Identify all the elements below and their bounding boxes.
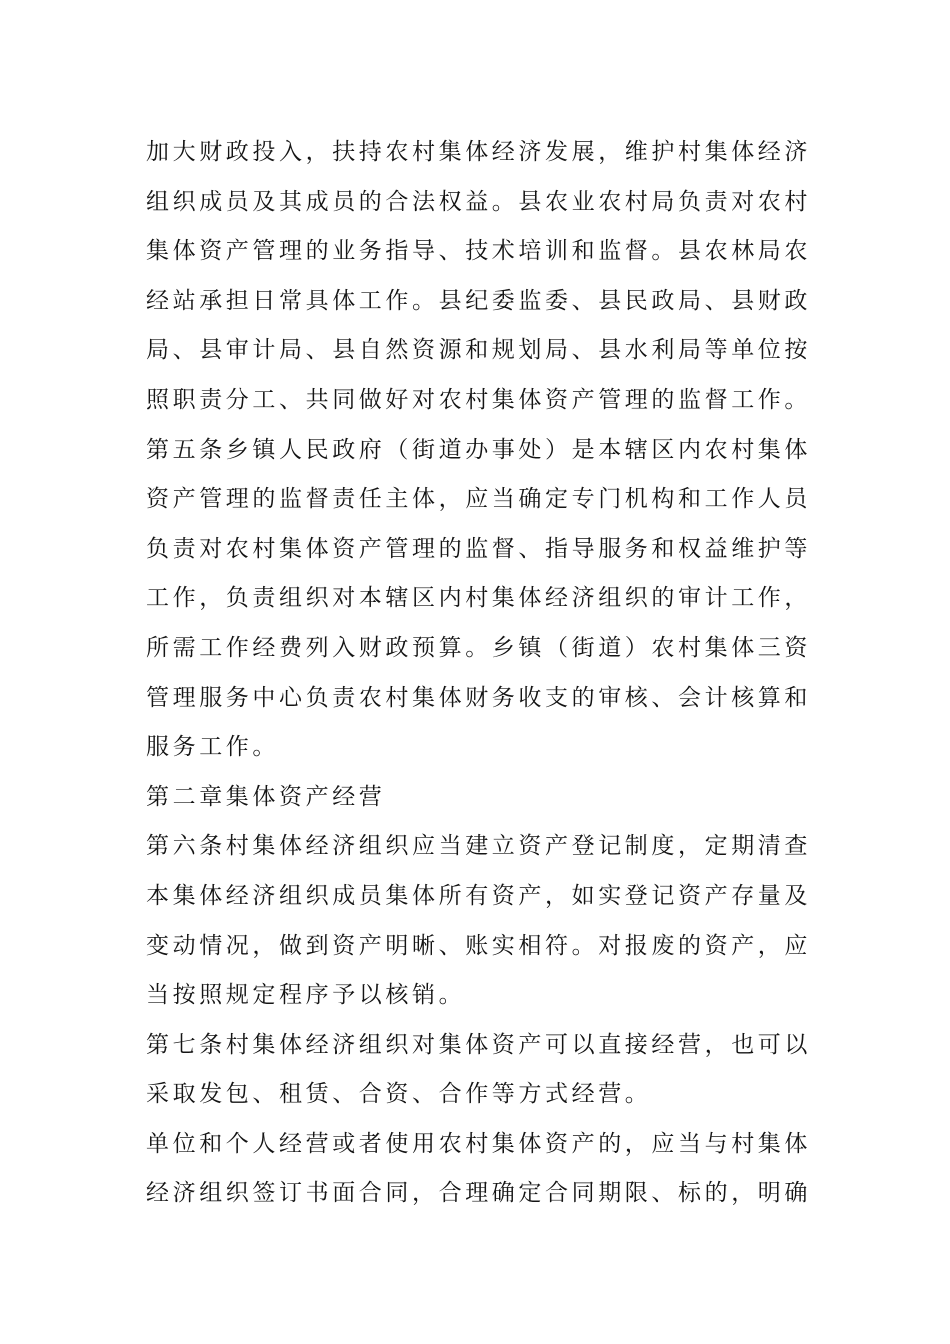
text-line: 经站承担日常具体工作。县纪委监委、县民政局、县财政 bbox=[146, 287, 811, 314]
article-6-paragraph bbox=[146, 822, 811, 1020]
text-line: 第六条村集体经济组织应当建立资产登记制度，定期清查 bbox=[146, 833, 811, 860]
text-line: 本集体经济组织成员集体所有资产，如实登记资产存量及 bbox=[146, 882, 811, 909]
text-line: 资产管理的监督责任主体，应当确定专门机构和工作人员 bbox=[146, 486, 811, 513]
text-line: 局、县审计局、县自然资源和规划局、县水利局等单位按 bbox=[146, 337, 811, 364]
text-line: 照职责分工、共同做好对农村集体资产管理的监督工作。 bbox=[146, 386, 811, 413]
chapter-title: 第二章集体资产经营 bbox=[146, 783, 386, 810]
text-line: 第七条村集体经济组织对集体资产可以直接经营，也可以 bbox=[146, 1031, 811, 1058]
text-line: 管理服务中心负责农村集体财务收支的审核、会计核算和 bbox=[146, 684, 811, 711]
document-body bbox=[146, 128, 811, 1219]
text-line: 当按照规定程序予以核销。 bbox=[146, 982, 466, 1009]
chapter-2-heading bbox=[146, 773, 806, 823]
text-line: 组织成员及其成员的合法权益。县农业农村局负责对农村 bbox=[146, 188, 811, 215]
text-line: 第五条乡镇人民政府（街道办事处）是本辖区内农村集体 bbox=[146, 436, 811, 463]
text-line: 采取发包、租赁、合资、合作等方式经营。 bbox=[146, 1081, 652, 1108]
article-5-paragraph bbox=[146, 426, 811, 773]
contract-paragraph bbox=[146, 1120, 811, 1219]
text-line: 服务工作。 bbox=[146, 734, 279, 761]
article-7-paragraph bbox=[146, 1021, 811, 1120]
paragraph-finance-support bbox=[146, 128, 811, 426]
text-line: 经济组织签订书面合同，合理确定合同期限、标的，明确 bbox=[146, 1180, 811, 1207]
text-line: 变动情况，做到资产明晰、账实相符。对报废的资产，应 bbox=[146, 932, 811, 959]
text-line: 加大财政投入，扶持农村集体经济发展，维护村集体经济 bbox=[146, 139, 811, 165]
text-line: 所需工作经费列入财政预算。乡镇（街道）农村集体三资 bbox=[146, 634, 811, 661]
text-line: 单位和个人经营或者使用农村集体资产的，应当与村集体 bbox=[146, 1130, 811, 1157]
text-line: 负责对农村集体资产管理的监督、指导服务和权益维护等 bbox=[146, 535, 811, 562]
text-line: 集体资产管理的业务指导、技术培训和监督。县农林局农 bbox=[146, 238, 811, 265]
text-line: 工作，负责组织对本辖区内村集体经济组织的审计工作， bbox=[146, 585, 811, 612]
